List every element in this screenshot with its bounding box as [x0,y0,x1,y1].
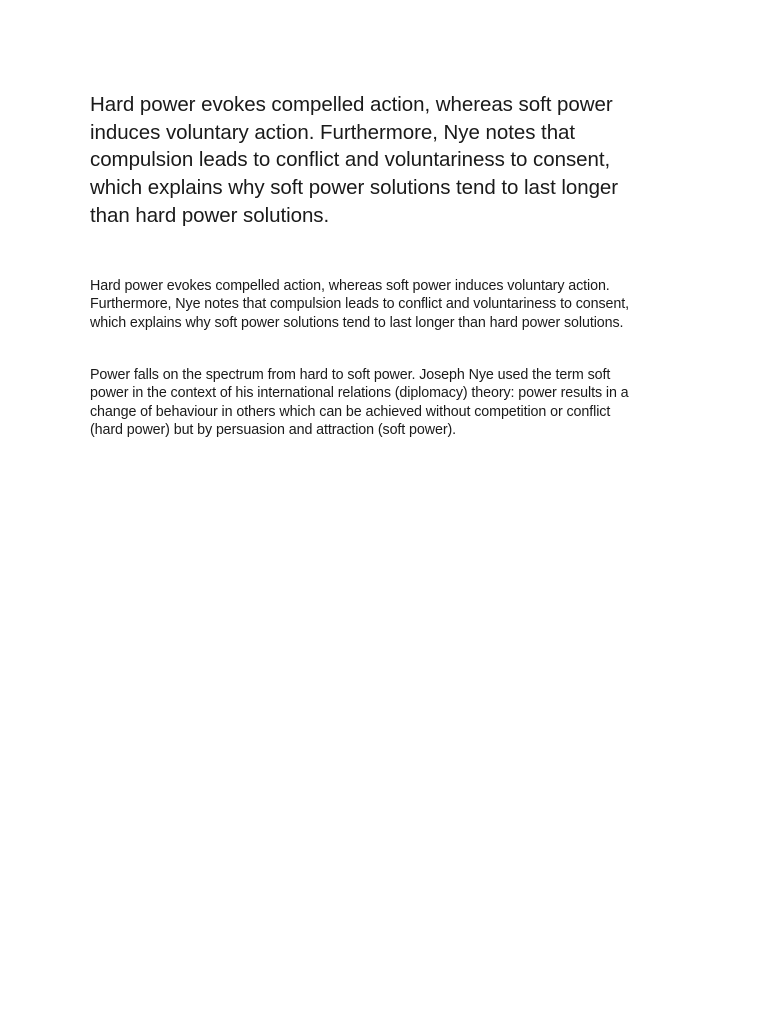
paragraph-small-2: Power falls on the spectrum from hard to soft power. Joseph Nye used the term soft power in the context of his international relations (diplomacy) theory: power results in a change of behaviour in others which can be achieved without competition or conflict (hard power) but by persuasion and attraction (soft power). [90,367,629,438]
paragraph-small-1: Hard power evokes compelled action, whereas soft power induces voluntary action. Furthermore, Nye notes that compulsion leads to conflict and voluntariness to consent, which explains why soft power solutions tend to last longer than hard power solutions. [90,278,629,331]
paragraph-large: Hard power evokes compelled action, whereas soft power induces voluntary action. Furthermore, Nye notes that compulsion leads to conflict and voluntariness to consent, which explains why soft power solutions tend to last longer than hard power solutions. [90,93,619,227]
